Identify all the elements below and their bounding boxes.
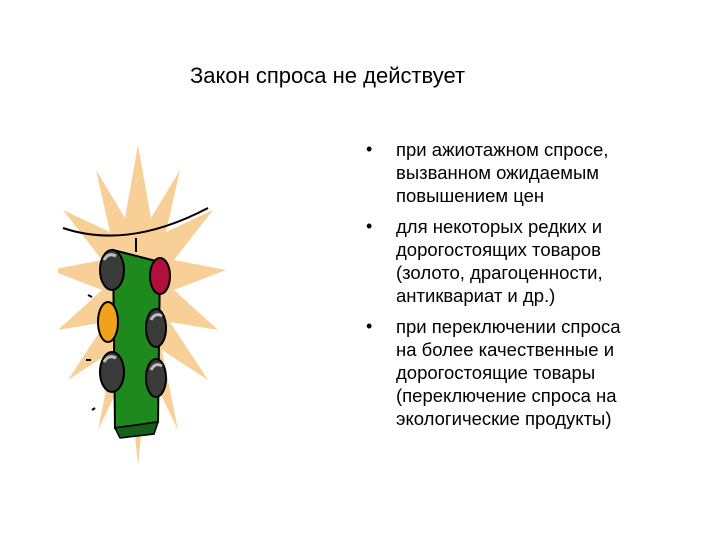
bullet-line: для некоторых редких и [396, 216, 603, 237]
bullet-line: дорогостоящих товаров [396, 239, 601, 260]
bullet-line: вызванном ожидаемым [396, 162, 599, 183]
bullet-line: (переключение спроса на [396, 385, 617, 406]
bullet-line: экологические продукты) [396, 408, 612, 429]
bullet-line: повышением цен [396, 185, 545, 206]
bullet-marker: • [366, 139, 373, 159]
bullet-line: антиквариат и др.) [396, 285, 556, 306]
traffic-light-icon [58, 140, 228, 470]
lamp-left-middle [98, 302, 118, 342]
bullet-line: дорогостоящие товары [396, 362, 596, 383]
bullet-item [366, 315, 696, 430]
bullet-item [366, 215, 696, 307]
bullet-line: при переключении спроса [396, 316, 621, 337]
lamp-right-top [150, 258, 170, 294]
bullet-item [366, 138, 696, 207]
slide-title: Закон спроса не действует [190, 63, 466, 88]
bullet-list [366, 138, 696, 438]
bullet-line: при ажиотажном спросе, [396, 139, 609, 160]
bullet-line: (золото, драгоценности, [396, 262, 603, 283]
bullet-marker: • [366, 216, 373, 236]
bullet-marker: • [366, 316, 373, 336]
bullet-line: на более качественные и [396, 339, 615, 360]
